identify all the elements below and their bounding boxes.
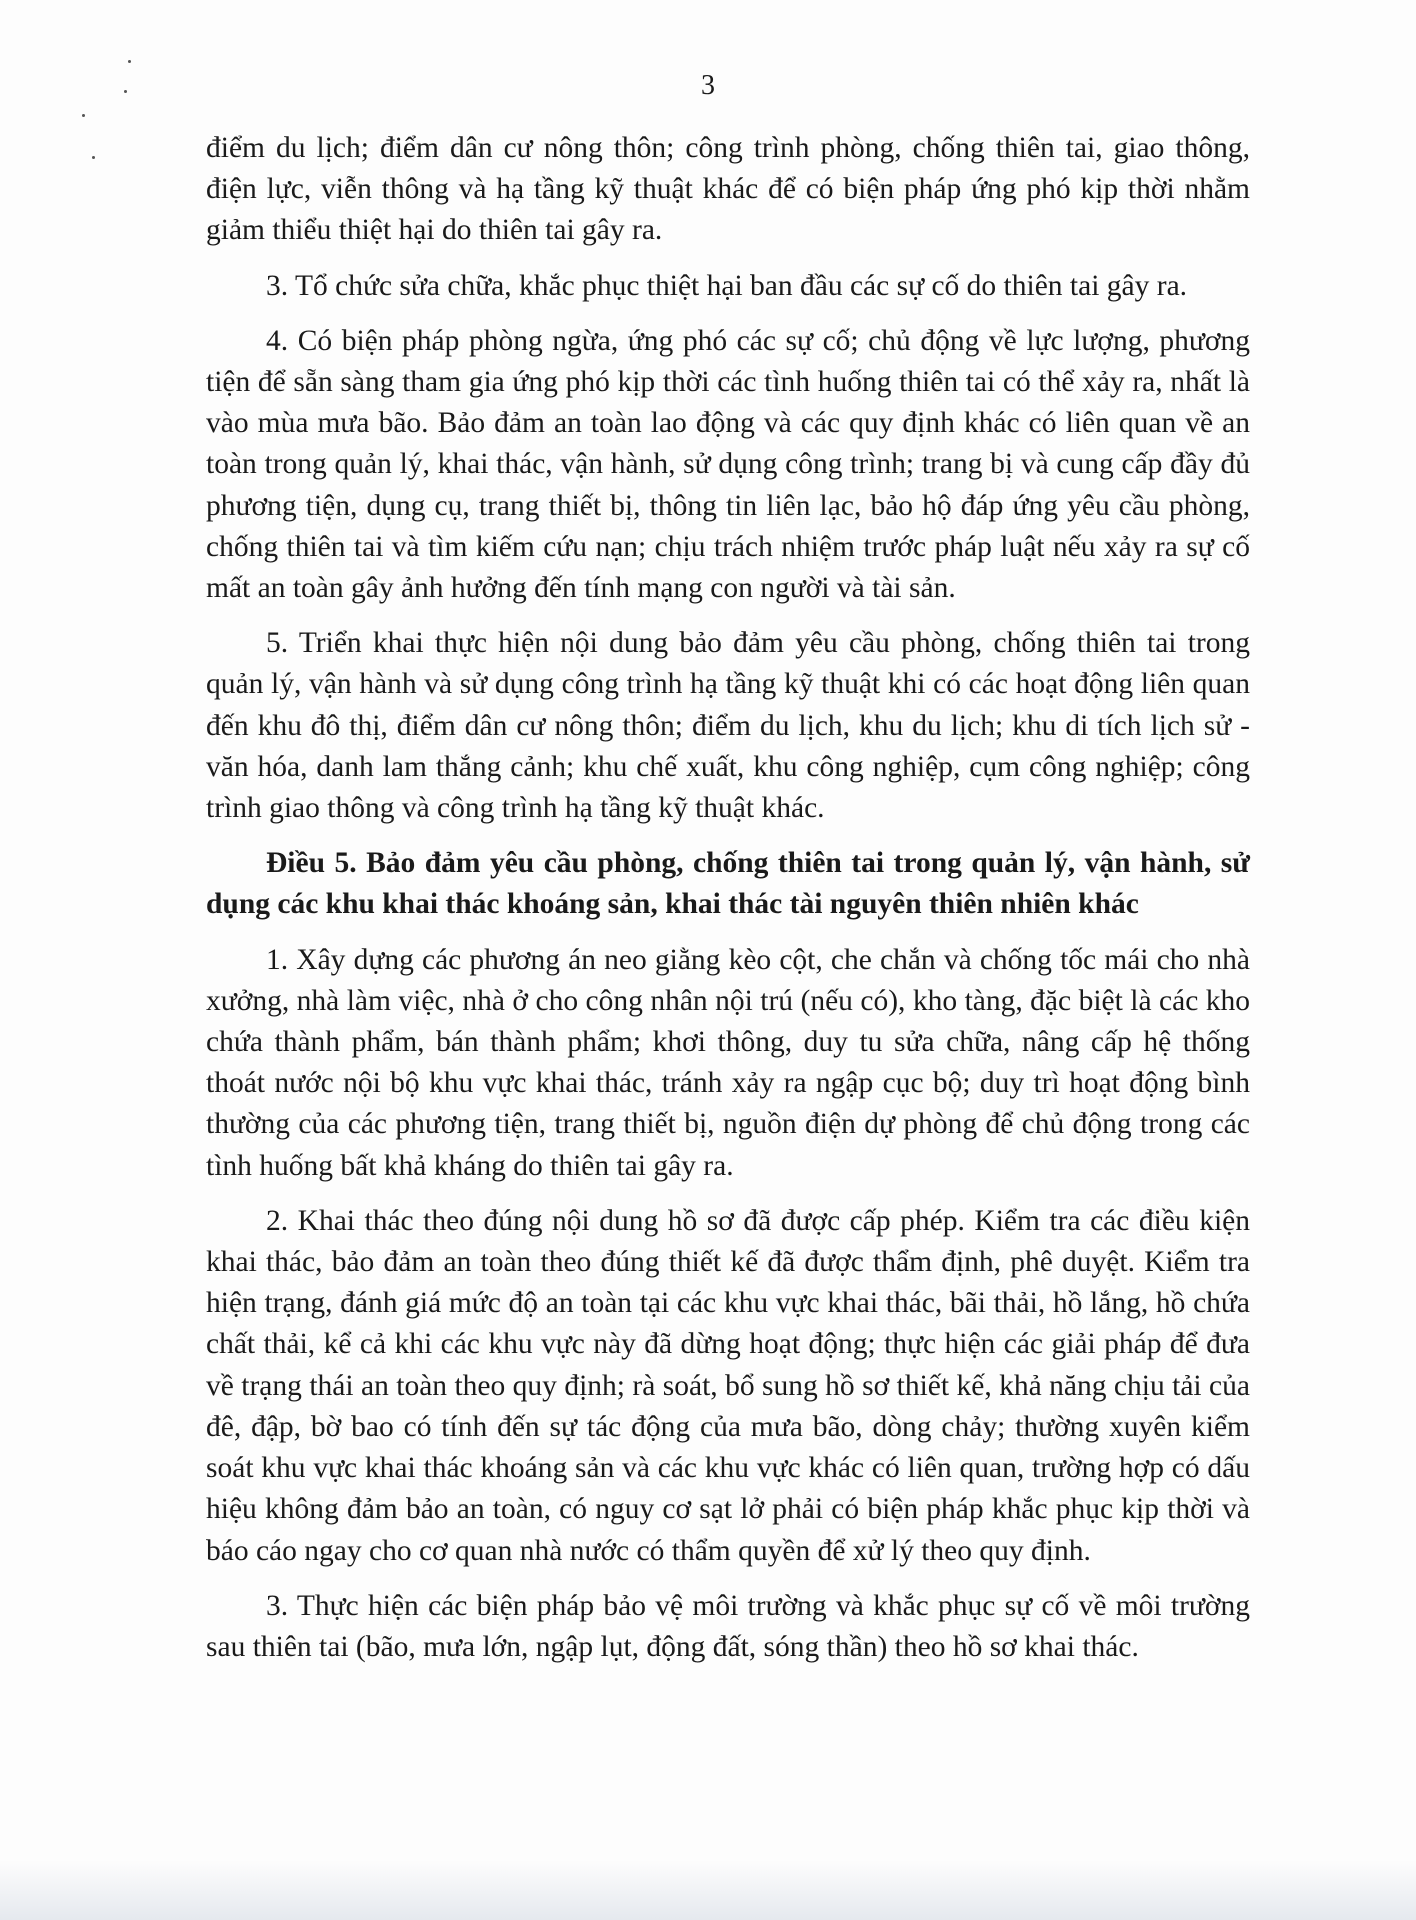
scan-speck (82, 114, 85, 117)
scan-bottom-edge (0, 1860, 1416, 1920)
article-5-item-3: 3. Thực hiện các biện pháp bảo vệ môi trường và khắc phục sự cố về môi trường sau thiên tai (bão, mưa lớn, ngập lụt, động đất, sóng thần) theo hồ sơ khai thác. (206, 1589, 1250, 1663)
paragraph-item-5: 5. Triển khai thực hiện nội dung bảo đảm yêu cầu phòng, chống thiên tai trong quản lý, vận hành và sử dụng công trình hạ tầng kỹ thuật khi có các hoạt động liên quan đến khu đô thị, điểm dân cư nông thôn; điểm du lịch, khu du lịch; khu di tích lịch sử - văn hóa, danh lam thắng cảnh; khu chế xuất, khu công nghiệp, cụm công nghiệp; công trình giao thông và công trình hạ tầng kỹ thuật khác. (206, 627, 1250, 825)
paragraph-item-3: 3. Tổ chức sửa chữa, khắc phục thiệt hại ban đầu các sự cố do thiên tai gây ra. (266, 269, 1188, 302)
scan-speck (92, 156, 95, 159)
paragraph-continuation: điểm du lịch; điểm dân cư nông thôn; công trình phòng, chống thiên tai, giao thông, điện lực, viễn thông và hạ tầng kỹ thuật khác để có biện pháp ứng phó kịp thời nhằm giảm thiểu thiệt hại do thiên tai gây ra. (206, 132, 1250, 247)
document-body (206, 128, 1250, 1668)
page-number: 3 (701, 70, 715, 101)
article-5-heading: Điều 5. Bảo đảm yêu cầu phòng, chống thiên tai trong quản lý, vận hành, sử dụng các khu khai thác khoáng sản, khai thác tài nguyên thiên nhiên khác (206, 847, 1250, 921)
paragraph-item-4: 4. Có biện pháp phòng ngừa, ứng phó các sự cố; chủ động về lực lượng, phương tiện để sẵn sàng tham gia ứng phó kịp thời các tình huống thiên tai có thể xảy ra, nhất là vào mùa mưa bão. Bảo đảm an toàn lao động và các quy định khác có liên quan về an toàn trong quản lý, khai thác, vận hành, sử dụng công trình; trang bị và cung cấp đầy đủ phương tiện, dụng cụ, trang thiết bị, thông tin liên lạc, bảo hộ đáp ứng yêu cầu phòng, chống thiên tai và tìm kiếm cứu nạn; chịu trách nhiệm trước pháp luật nếu xảy ra sự cố mất an toàn gây ảnh hưởng đến tính mạng con người và tài sản. (206, 324, 1250, 605)
article-5-item-1: 1. Xây dựng các phương án neo giằng kèo cột, che chắn và chống tốc mái cho nhà xưởng, nhà làm việc, nhà ở cho công nhân nội trú (nếu có), kho tàng, đặc biệt là các kho chứa thành phẩm, bán thành phẩm; khơi thông, duy tu sửa chữa, nâng cấp hệ thống thoát nước nội bộ khu vực khai thác, tránh xảy ra ngập cục bộ; duy trì hoạt động bình thường của các phương tiện, trang thiết bị, nguồn điện dự phòng để chủ động trong các tình huống bất khả kháng do thiên tai gây ra. (206, 943, 1250, 1182)
article-5-item-2: 2. Khai thác theo đúng nội dung hồ sơ đã được cấp phép. Kiểm tra các điều kiện khai thác, bảo đảm an toàn theo đúng thiết kế đã được thẩm định, phê duyệt. Kiểm tra hiện trạng, đánh giá mức độ an toàn tại các khu vực khai thác, bãi thải, hồ lắng, hồ chứa chất thải, kể cả khi các khu vực này đã dừng hoạt động; thực hiện các giải pháp để đưa về trạng thái an toàn theo quy định; rà soát, bổ sung hồ sơ thiết kế, khả năng chịu tải của đê, đập, bờ bao có tính đến sự tác động của mưa bão, dòng chảy; thường xuyên kiểm soát khu vực khai thác khoáng sản và các khu vực khác có liên quan, trường hợp có dấu hiệu không đảm bảo an toàn, có nguy cơ sạt lở phải có biện pháp khắc phục kịp thời và báo cáo ngay cho cơ quan nhà nước có thẩm quyền để xử lý theo quy định. (206, 1204, 1250, 1567)
scan-speck (128, 60, 131, 63)
